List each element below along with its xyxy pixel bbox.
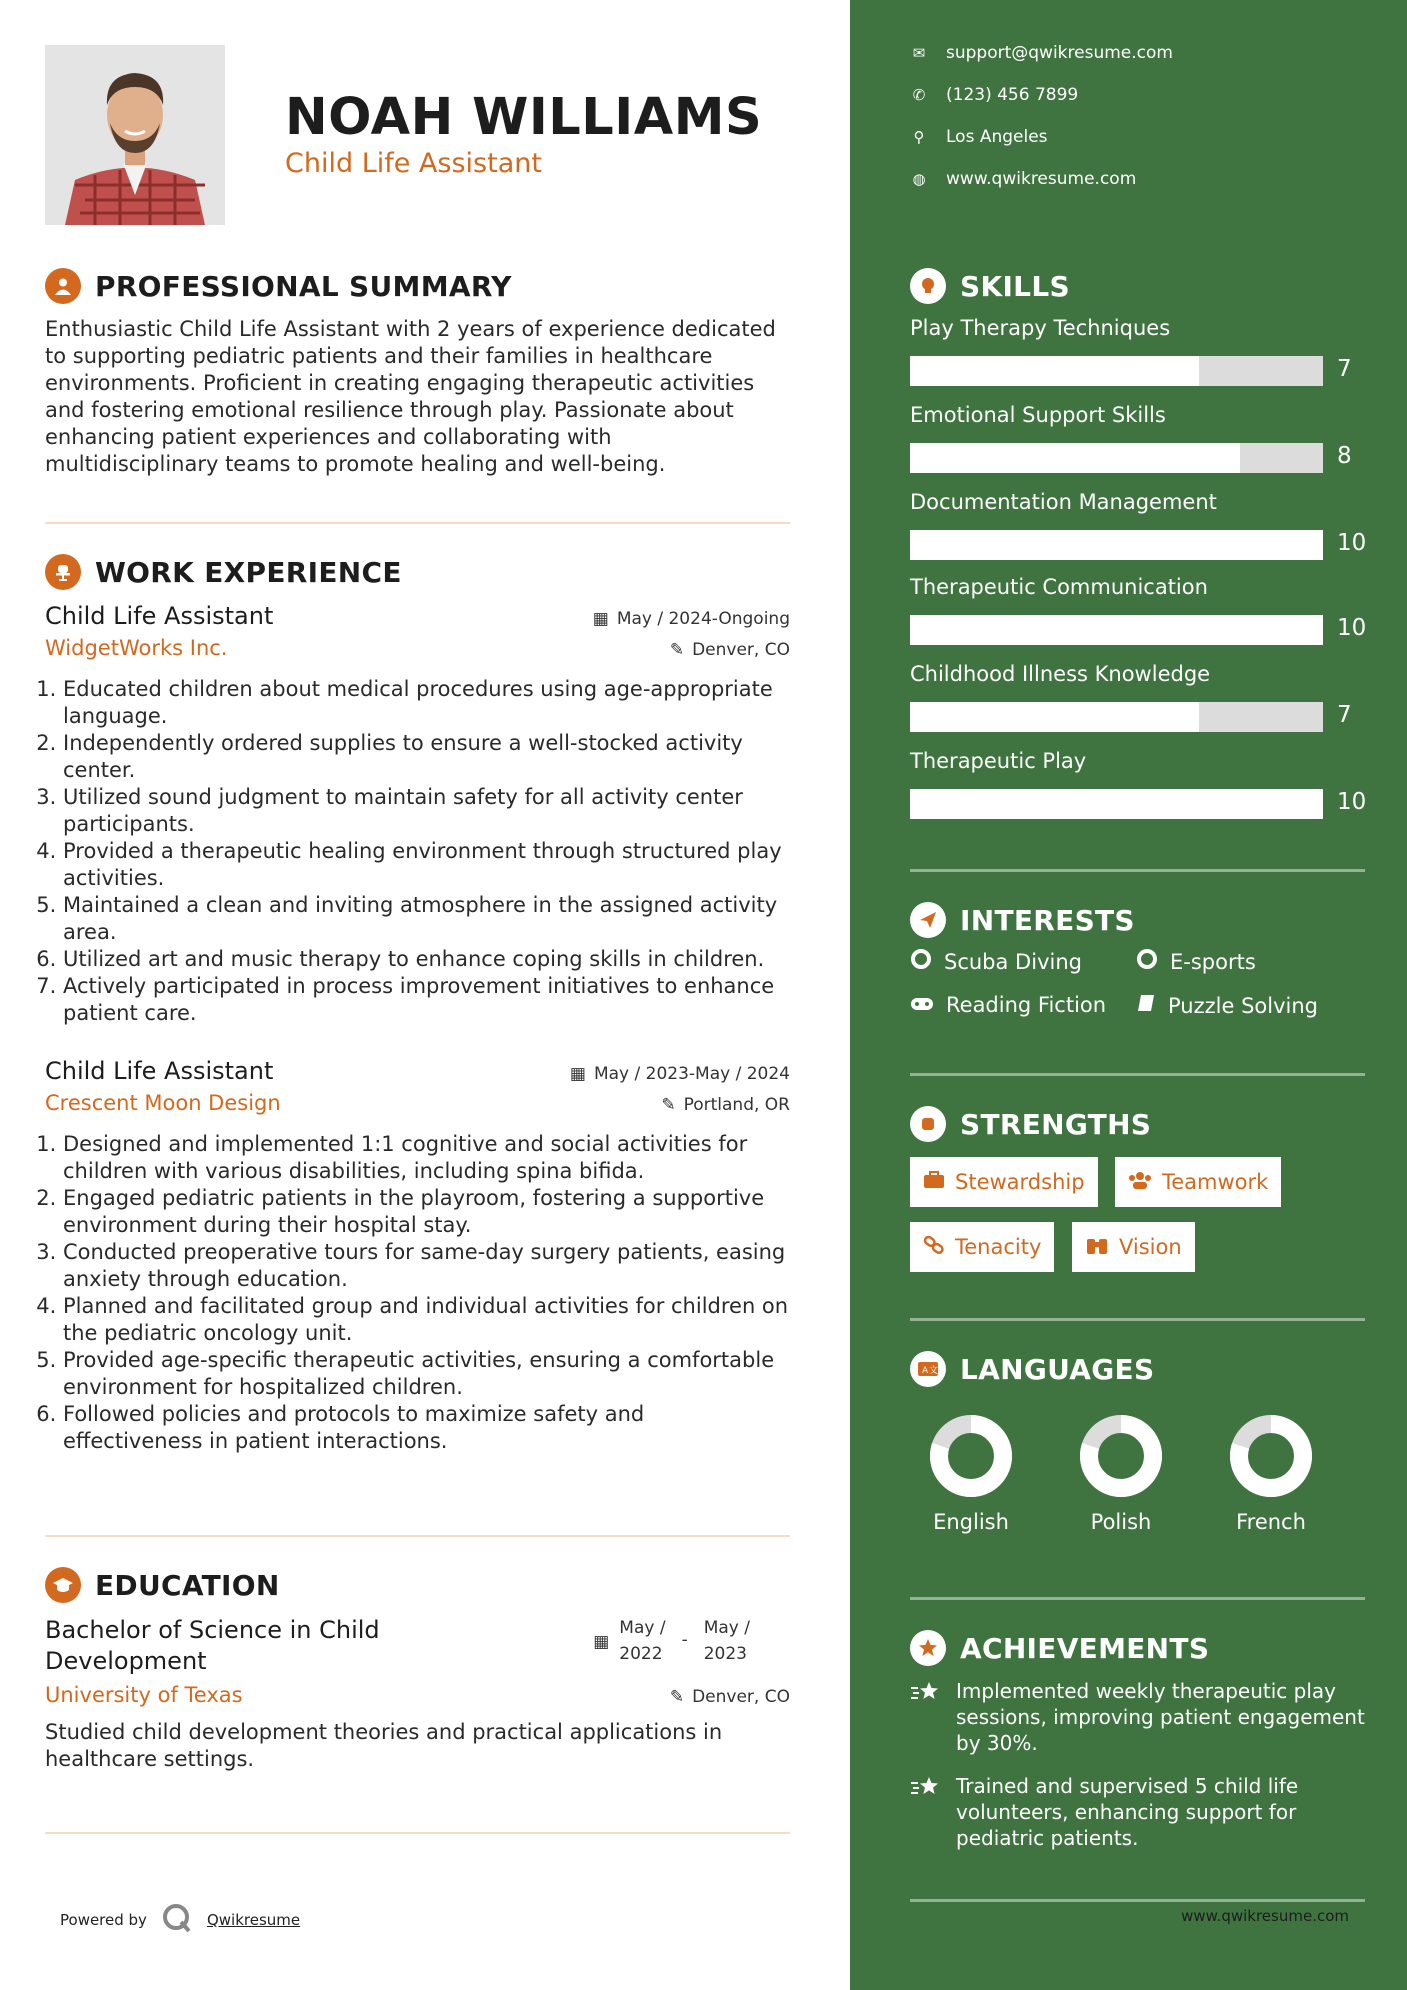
languages-header [910, 1351, 1154, 1387]
list-item: 5. Maintained a clean and inviting atmosphere in the assigned activity area. [63, 892, 790, 946]
degree: Bachelor of Science in Child Development [45, 1616, 380, 1675]
skill-bar-fill [910, 530, 1323, 560]
life-ring-icon [1136, 948, 1158, 975]
user-icon [45, 268, 81, 304]
skill-row [910, 490, 1367, 556]
qwikresume-link[interactable]: Qwikresume [206, 1911, 301, 1929]
job-bullets [45, 676, 790, 1027]
qwikresume-logo-icon [161, 1902, 193, 1938]
skill-bar [910, 789, 1323, 819]
shooting-star-icon [910, 1773, 944, 1851]
skill-bar [910, 356, 1323, 386]
footer-url[interactable]: www.qwikresume.com [1181, 1907, 1349, 1925]
language-donut [929, 1414, 1013, 1498]
binoculars-icon [1085, 1235, 1109, 1260]
list-item: 2. Independently ordered supplies to ensure a well-stocked activity center. [63, 730, 790, 784]
experience-heading: WORK EXPERIENCE [95, 555, 402, 589]
divider [910, 869, 1365, 872]
powered-by [60, 1902, 300, 1938]
job-date: ▦ May / 2023-May / 2024 [569, 1064, 790, 1084]
strengths-header [910, 1106, 1151, 1142]
skill-row [910, 403, 1365, 469]
skill-bar [910, 443, 1323, 473]
interest-item: Puzzle Solving [1136, 993, 1318, 1018]
education-heading: EDUCATION [95, 1568, 280, 1602]
language-label: French [1236, 1510, 1306, 1534]
list-item: 7. Actively participated in process improvement initiatives to enhance patient care. [63, 973, 790, 1027]
globe-icon: ◍ [912, 170, 926, 188]
shooting-star-icon [910, 1678, 944, 1756]
list-item: 6. Followed policies and protocols to maximize safety and effectiveness in patient interactions. [63, 1401, 790, 1455]
divider [910, 1073, 1365, 1076]
summary-heading: PROFESSIONAL SUMMARY [95, 269, 512, 303]
skill-name: Childhood Illness Knowledge [910, 662, 1211, 686]
contact-phone[interactable]: ✆ (123) 456 7899 [910, 85, 1078, 105]
skill-value: 7 [1337, 702, 1352, 728]
phone-icon: ✆ [912, 86, 926, 104]
paper-plane-icon [910, 902, 946, 938]
profile-photo [45, 45, 225, 225]
divider [910, 1899, 1365, 1902]
list-item: 4. Provided a therapeutic healing environment through structured play activities. [63, 838, 790, 892]
skill-name: Therapeutic Communication [910, 575, 1208, 599]
language-label: English [933, 1510, 1009, 1534]
skill-bar-fill [910, 702, 1199, 732]
summary-text: Enthusiastic Child Life Assistant with 2 years of experience dedicated to supporting pediatric patients and their families in healthcare environments. Proficient in creating engaging therapeutic activities and fostering emotional resilience through play. Passionate about enhancing patient experiences and collaborating with multidisciplinary teams to promote healing and well-being. [45, 317, 776, 476]
pushpin-icon: ✎ [669, 1687, 685, 1707]
interests-heading: INTERESTS [960, 903, 1135, 937]
job-title: Child Life Assistant [45, 602, 274, 630]
list-item: 1. Designed and implemented 1:1 cognitive and social activities for children with various disabilities, including spina bifida. [63, 1131, 790, 1185]
list-item: 1. Educated children about medical procedures using age-appropriate language. [63, 676, 790, 730]
calendar-icon: ▦ [593, 1632, 610, 1652]
skill-bar-fill [910, 443, 1240, 473]
language-item [1061, 1414, 1181, 1534]
contact-email[interactable]: ✉ support@qwikresume.com [910, 43, 1173, 63]
job-date: ▦ May / 2024-Ongoing [592, 609, 790, 629]
star-badge-icon [910, 1630, 946, 1666]
skill-bar [910, 702, 1323, 732]
education-location: ✎ Denver, CO [669, 1687, 790, 1707]
skill-row [910, 749, 1367, 815]
divider [45, 1535, 790, 1537]
svg-text:文: 文 [929, 1366, 939, 1376]
svg-text:A: A [922, 1366, 929, 1376]
education-description: Studied child development theories and practical applications in healthcare settings. [45, 1720, 723, 1771]
briefcase-icon [923, 1170, 945, 1194]
skill-row [910, 662, 1365, 728]
graduation-cap-icon [45, 1567, 81, 1603]
list-item: 6. Utilized art and music therapy to enhance coping skills in children. [63, 946, 790, 973]
achievement-item [910, 1678, 1365, 1756]
skill-name: Play Therapy Techniques [910, 316, 1171, 340]
achievement-item [910, 1773, 1365, 1851]
skill-bar-fill [910, 356, 1199, 386]
list-item: 2. Engaged pediatric patients in the playroom, fostering a supportive environment during their hospital stay. [63, 1185, 790, 1239]
skill-value: 8 [1337, 443, 1352, 469]
list-item: 4. Planned and facilitated group and individual activities for children on the pediatric oncology unit. [63, 1293, 790, 1347]
language-donut [1079, 1414, 1163, 1498]
skill-value: 10 [1337, 615, 1367, 641]
skill-name: Therapeutic Play [910, 749, 1087, 773]
fist-icon [910, 1106, 946, 1142]
calendar-icon: ▦ [569, 1064, 586, 1084]
language-item [911, 1414, 1031, 1534]
powered-by-label: Powered by [60, 1911, 147, 1929]
interest-item: Scuba Diving [910, 948, 1082, 975]
calendar-icon: ▦ [592, 609, 609, 629]
summary-section [45, 268, 790, 478]
job-location: ✎ Denver, CO [669, 640, 790, 660]
strengths-heading: STRENGTHS [960, 1107, 1152, 1141]
skill-name: Documentation Management [910, 490, 1217, 514]
language-label: Polish [1090, 1510, 1152, 1534]
skill-value: 10 [1337, 789, 1367, 815]
strength-badge: Stewardship [910, 1157, 1098, 1207]
book-icon [1136, 993, 1156, 1018]
list-item: 3. Utilized sound judgment to maintain safety for all activity center participants. [63, 784, 790, 838]
gamepad-icon [910, 993, 934, 1017]
language-icon [910, 1351, 946, 1387]
interest-item: E-sports [1136, 948, 1256, 975]
skill-bar-fill [910, 615, 1323, 645]
divider [45, 522, 790, 524]
link-icon [923, 1235, 945, 1260]
sidebar [850, 0, 1407, 1990]
strength-badge: Teamwork [1115, 1157, 1281, 1207]
achievements-header [910, 1630, 1209, 1666]
job-company: Crescent Moon Design [45, 1091, 281, 1115]
strength-badge: Tenacity [910, 1222, 1054, 1272]
achievements-heading: ACHIEVEMENTS [960, 1631, 1210, 1665]
skill-bar [910, 530, 1323, 560]
interest-item: Reading Fiction [910, 993, 1106, 1017]
divider [910, 1318, 1365, 1321]
users-icon [1128, 1170, 1152, 1194]
contact-location: ⚲ Los Angeles [910, 127, 1048, 147]
languages-heading: LANGUAGES [960, 1352, 1155, 1386]
pushpin-icon: ✎ [669, 640, 685, 660]
interests-header [910, 902, 1135, 938]
candidate-title: Child Life Assistant [285, 148, 542, 179]
school: University of Texas [45, 1683, 243, 1707]
life-ring-icon [910, 948, 932, 975]
skill-row [910, 316, 1365, 382]
job-entry [45, 602, 790, 1027]
location-pin-icon: ⚲ [913, 128, 925, 146]
language-item [1211, 1414, 1331, 1534]
job-entry [45, 1057, 790, 1455]
education-date: ▦ May / 2022 - May / 2023 [593, 1615, 750, 1677]
language-donut [1229, 1414, 1313, 1498]
list-item: 3. Conducted preoperative tours for same-day surgery patients, easing anxiety through education. [63, 1239, 790, 1293]
skills-heading: SKILLS [960, 269, 1070, 303]
candidate-name: NOAH WILLIAMS [285, 88, 763, 147]
job-company: WidgetWorks Inc. [45, 636, 228, 660]
skill-row [910, 575, 1367, 641]
skills-header [910, 268, 1070, 304]
education-section [45, 1567, 790, 1773]
skill-bar-fill [910, 789, 1323, 819]
skill-value: 10 [1337, 530, 1367, 556]
job-location: ✎ Portland, OR [661, 1095, 790, 1115]
strength-badge: Vision [1072, 1222, 1195, 1272]
skill-value: 7 [1337, 356, 1352, 382]
divider [910, 1597, 1365, 1600]
achievement-text: Trained and supervised 5 child life volunteers, enhancing support for pediatric patients. [956, 1774, 1299, 1850]
divider [45, 1832, 790, 1834]
skill-bar [910, 615, 1323, 645]
skill-name: Emotional Support Skills [910, 403, 1166, 427]
achievement-text: Implemented weekly therapeutic play sessions, improving patient engagement by 30%. [956, 1679, 1365, 1755]
job-bullets [45, 1131, 790, 1455]
envelope-icon: ✉ [912, 44, 926, 62]
lightbulb-icon [910, 268, 946, 304]
briefcase-chair-icon [45, 554, 81, 590]
pushpin-icon: ✎ [661, 1095, 676, 1115]
job-title: Child Life Assistant [45, 1057, 274, 1085]
experience-section [45, 554, 790, 1455]
list-item: 5. Provided age-specific therapeutic activities, ensuring a comfortable environment for hospitalized children. [63, 1347, 790, 1401]
contact-website[interactable]: ◍ www.qwikresume.com [910, 169, 1136, 189]
